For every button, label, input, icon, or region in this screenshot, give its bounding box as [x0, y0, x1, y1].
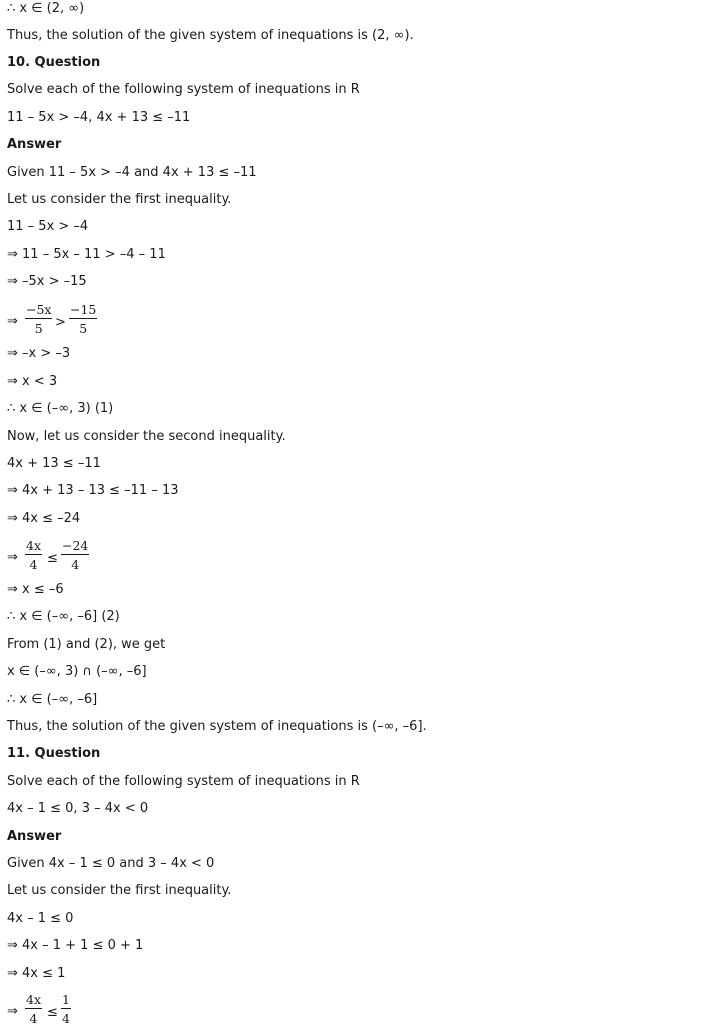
- inequality-operator: >: [55, 315, 66, 330]
- answer-line: Given 11 – 5x > –4 and 4x + 13 ≤ –11: [7, 165, 257, 180]
- fraction-bar: [25, 318, 52, 319]
- fraction: [61, 538, 89, 572]
- fraction-bar: [25, 554, 42, 555]
- math-step: 4x – 1 ≤ 0: [7, 911, 74, 926]
- solution-statement: Thus, the solution of the given system of inequations is (–∞, –6].: [7, 719, 427, 734]
- question-inequations: 11 – 5x > –4, 4x + 13 ≤ –11: [7, 110, 191, 125]
- fraction: [25, 992, 42, 1026]
- conclusion-line: ∴ x ∈ (2, ∞): [7, 1, 85, 16]
- math-step: ⇒ 4x – 1 + 1 ≤ 0 + 1: [7, 938, 144, 953]
- numerator: 1: [62, 992, 70, 1007]
- fraction-bar: [25, 1008, 42, 1009]
- question-heading: 10. Question: [7, 55, 101, 70]
- inequality-operator: ≤: [47, 1005, 58, 1020]
- denominator: 5: [79, 321, 88, 336]
- fraction: [69, 302, 97, 336]
- answer-line: Now, let us consider the second inequality.: [7, 429, 286, 444]
- implies-symbol: ⇒: [7, 314, 18, 329]
- math-step: x ∈ (–∞, 3) ∩ (–∞, –6]: [7, 664, 147, 679]
- fraction: [61, 992, 71, 1026]
- question-text: Solve each of the following system of inequations in R: [7, 774, 360, 789]
- answer-heading: Answer: [7, 829, 62, 844]
- numerator: −5x: [26, 302, 52, 317]
- fraction: [25, 302, 52, 336]
- math-step: ∴ x ∈ (–∞, –6]: [7, 692, 98, 707]
- numerator: 4x: [26, 538, 42, 553]
- math-step: ⇒ 11 – 5x – 11 > –4 – 11: [7, 247, 166, 262]
- answer-line: From (1) and (2), we get: [7, 637, 166, 652]
- math-step: ⇒ x ≤ –6: [7, 582, 64, 597]
- answer-line: Let us consider the first inequality.: [7, 192, 232, 207]
- math-step: 11 – 5x > –4: [7, 219, 89, 234]
- question-text: Solve each of the following system of inequations in R: [7, 82, 360, 97]
- fraction-bar: [61, 554, 89, 555]
- math-step: ⇒ 4x ≤ 1: [7, 966, 66, 981]
- math-step: ⇒ 4x ≤ –24: [7, 511, 81, 526]
- denominator: 4: [29, 1011, 38, 1026]
- math-step: ∴ x ∈ (–∞, –6] (2): [7, 609, 120, 624]
- math-step: ⇒ –5x > –15: [7, 274, 87, 289]
- numerator: 4x: [26, 992, 42, 1007]
- fraction-bar: [61, 1008, 71, 1009]
- answer-line: Given 4x – 1 ≤ 0 and 3 – 4x < 0: [7, 856, 215, 871]
- fraction-bar: [69, 318, 97, 319]
- denominator: 5: [34, 321, 43, 336]
- denominator: 4: [29, 557, 38, 572]
- math-step: 4x + 13 ≤ –11: [7, 456, 101, 471]
- math-step: ⇒ x < 3: [7, 374, 58, 389]
- numerator: −15: [70, 302, 97, 317]
- question-inequations: 4x – 1 ≤ 0, 3 – 4x < 0: [7, 801, 149, 816]
- denominator: 4: [71, 557, 80, 572]
- math-step: ∴ x ∈ (–∞, 3) (1): [7, 401, 114, 416]
- question-heading: 11. Question: [7, 746, 101, 761]
- solution-statement: Thus, the solution of the given system of inequations is (2, ∞).: [7, 28, 414, 43]
- implies-symbol: ⇒: [7, 550, 18, 565]
- fraction: [25, 538, 42, 572]
- answer-line: Let us consider the first inequality.: [7, 883, 232, 898]
- implies-symbol: ⇒: [7, 1004, 18, 1019]
- inequality-operator: ≤: [47, 551, 58, 566]
- math-step: ⇒ 4x + 13 – 13 ≤ –11 – 13: [7, 483, 179, 498]
- numerator: −24: [62, 538, 89, 553]
- answer-heading: Answer: [7, 137, 62, 152]
- math-step: ⇒ –x > –3: [7, 346, 71, 361]
- denominator: 4: [62, 1011, 70, 1026]
